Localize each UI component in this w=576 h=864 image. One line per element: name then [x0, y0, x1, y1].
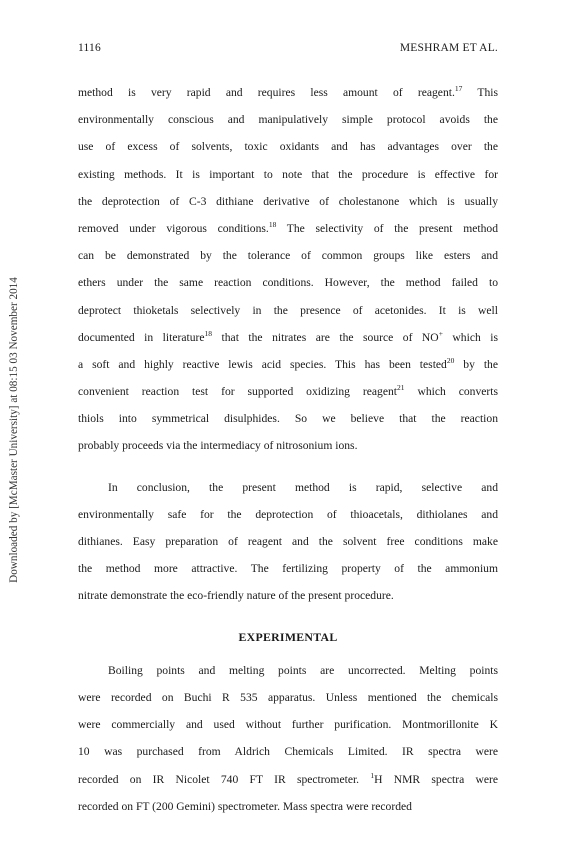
line-text: dithianes. Easy preparation of reagent and the solvent free conditions make [78, 535, 498, 548]
text-line [78, 711, 498, 738]
text-line [78, 242, 498, 269]
line-text: existing methods. It is important to note that the procedure is effective for [78, 167, 498, 181]
line-text: Boiling points and melting points are uncorrected. Melting points [108, 663, 498, 677]
line-text: documented in literature [78, 330, 205, 344]
line-text: which is [442, 330, 498, 344]
line-text: can be demonstrated by the tolerance of common groups like esters and [78, 249, 498, 263]
text-line [78, 474, 498, 501]
citation-superscript: 1 [370, 770, 375, 780]
text-line [78, 766, 498, 793]
line-text: environmentally conscious and manipulatively simple protocol avoids the [78, 113, 498, 127]
text-line [78, 378, 498, 405]
page-header [78, 42, 498, 54]
text-line [78, 555, 498, 582]
text-line [78, 269, 498, 296]
text-line [78, 161, 498, 188]
text-line [78, 738, 498, 765]
text-line [78, 405, 498, 432]
line-text: The selectivity of the present method [276, 221, 498, 235]
line-text: recorded on IR Nicolet 740 FT IR spectrometer. [78, 772, 371, 786]
citation-superscript: 18 [204, 328, 213, 338]
line-text: H NMR spectra were [374, 772, 498, 786]
line-text: were commercially and used without further purification. Montmorillonite K [78, 718, 498, 732]
citation-superscript: 17 [454, 84, 463, 93]
line-text: ethers under the same reaction conditions. However, the method failed to [78, 276, 498, 290]
text-line [78, 582, 498, 609]
running-title: MESHRAM ET AL. [399, 42, 498, 54]
line-text: convenient reaction test for supported oxidizing reagent [78, 385, 398, 399]
line-text: method is very rapid and requires less amount of reagent. [78, 86, 455, 99]
text-line [78, 324, 498, 351]
page-number: 1116 [78, 42, 101, 54]
line-text: the deprotection of C-3 dithiane derivative of cholestanone which is usually [78, 194, 498, 208]
line-text: use of excess of solvents, toxic oxidants and has advantages over the [78, 140, 498, 154]
line-text: removed under vigorous conditions. [78, 221, 269, 235]
line-text: 10 was purchased from Aldrich Chemicals Limited. IR spectra were [78, 745, 498, 759]
line-text: were recorded on Buchi R 535 apparatus. Unless mentioned the chemicals [78, 690, 498, 704]
section-heading-experimental: EXPERIMENTAL [238, 629, 338, 644]
line-text: a soft and highly reactive lewis acid species. This has been tested [78, 357, 447, 371]
paragraph-experimental [78, 657, 498, 820]
citation-superscript: 20 [446, 355, 455, 365]
text-line [78, 133, 498, 160]
citation-superscript: 18 [268, 219, 277, 229]
article-body [78, 79, 498, 820]
text-line [78, 501, 498, 528]
text-line [78, 351, 498, 378]
text-line [78, 79, 498, 106]
text-line [78, 188, 498, 215]
text-line [78, 432, 498, 459]
line-text: the method more attractive. The fertilizing property of the ammonium [78, 562, 498, 576]
line-text: that the nitrates are the source of NO [212, 330, 439, 344]
text-line [78, 793, 498, 820]
citation-superscript: 21 [397, 383, 405, 393]
line-text: recorded on FT (200 Gemini) spectrometer. Mass spectra were recorded [78, 799, 412, 813]
line-text: This [462, 86, 498, 99]
paragraph-conclusion [78, 474, 498, 610]
line-text: which converts [404, 385, 498, 399]
paragraph-discussion [78, 79, 498, 460]
text-line [78, 106, 498, 133]
text-line [78, 657, 498, 684]
text-line [78, 528, 498, 555]
line-text: probably proceeds via the intermediacy of nitrosonium ions. [78, 439, 358, 453]
text-line [78, 215, 498, 242]
citation-superscript: + [438, 328, 443, 338]
line-text: In conclusion, the present method is rapid, selective and [108, 480, 498, 494]
line-text: nitrate demonstrate the eco-friendly nature of the present procedure. [78, 589, 394, 603]
line-text: environmentally safe for the deprotection of thioacetals, dithiolanes and [78, 507, 498, 521]
line-text: by the [454, 357, 498, 371]
text-line [78, 684, 498, 711]
line-text: thiols into symmetrical disulphides. So we believe that the reaction [78, 412, 498, 426]
download-watermark [6, 0, 22, 864]
download-notice: Downloaded by [McMaster University] at 08:15 03 November 2014 [8, 277, 20, 583]
line-text: deprotect thioketals selectively in the presence of acetonides. It is well [78, 303, 498, 317]
text-line [78, 297, 498, 324]
